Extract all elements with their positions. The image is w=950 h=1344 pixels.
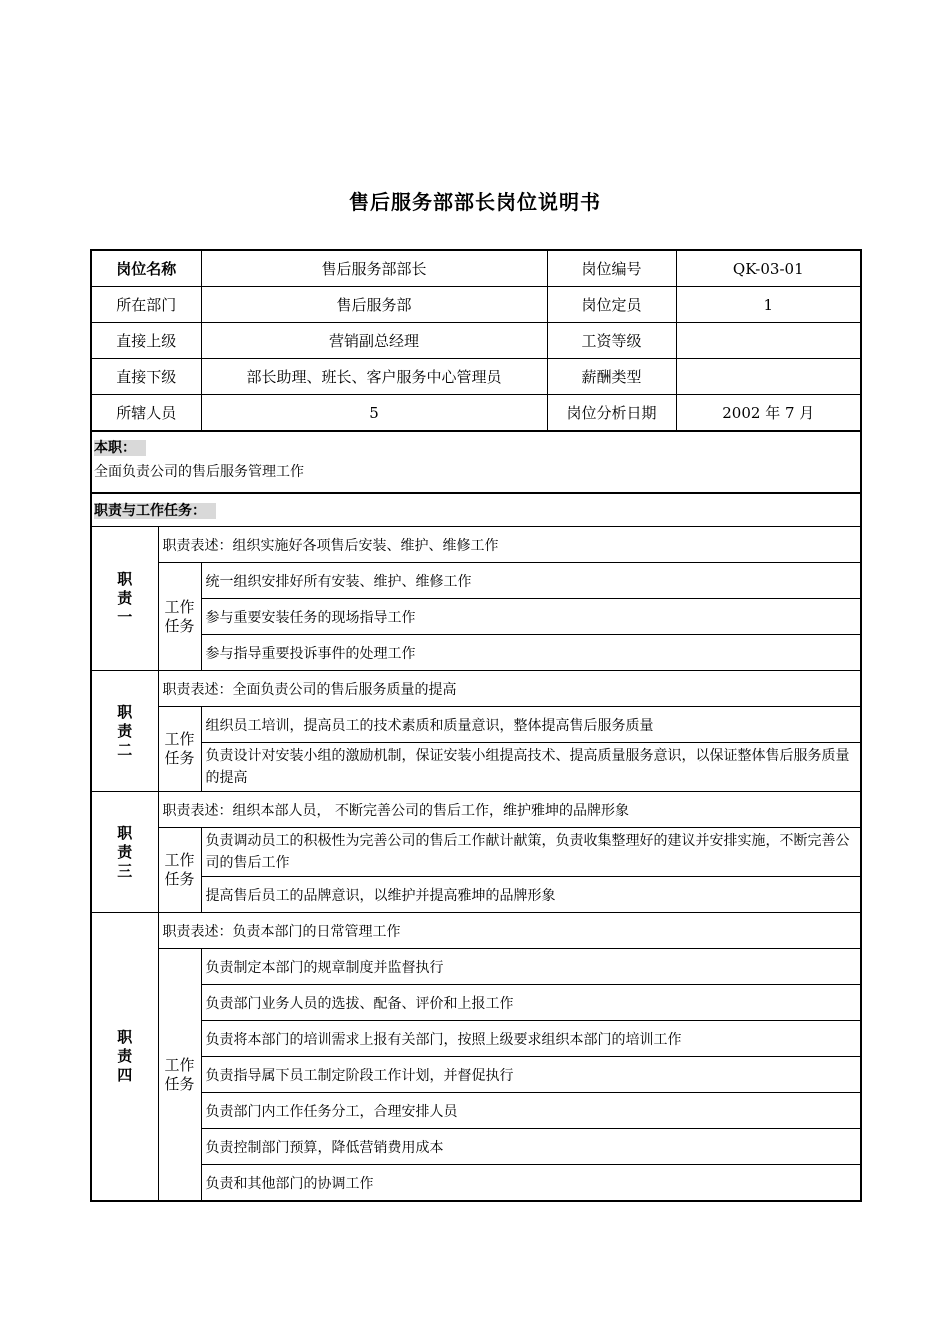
dept-value: 售后服务部 <box>201 287 547 323</box>
superior-label: 直接上级 <box>91 323 201 359</box>
duty-4-task-2: 负责部门业务人员的选拔、配备、评价和上报工作 <box>201 985 861 1021</box>
headcount-label: 岗位定员 <box>547 287 676 323</box>
subordinate-value: 部长助理、班长、客户服务中心管理员 <box>201 359 547 395</box>
role-section <box>91 431 861 493</box>
duty-4-label: 职责四 <box>91 913 158 1202</box>
duty-2-label: 职责二 <box>91 671 158 792</box>
staff-label: 所辖人员 <box>91 395 201 432</box>
duty-1-task-row <box>91 599 861 635</box>
pay-type-label: 薪酬类型 <box>547 359 676 395</box>
analysis-date-label: 岗位分析日期 <box>547 395 676 432</box>
duty-2-task-row <box>91 743 861 792</box>
page-title: 售后服务部部长岗位说明书 <box>349 190 601 214</box>
duty-3-task-1: 负责调动员工的积极性为完善公司的售后工作献计献策，负责收集整理好的建议并安排实施，不断完善公司的售后工作 <box>201 828 861 877</box>
duty-4-task-3: 负责将本部门的培训需求上报有关部门，按照上级要求组织本部门的培训工作 <box>201 1021 861 1057</box>
info-row-position <box>91 250 861 287</box>
duty-2-task-row <box>91 707 861 743</box>
duty-4-task-1: 负责制定本部门的规章制度并监督执行 <box>201 949 861 985</box>
duty-1-statement-row <box>91 527 861 563</box>
duty-1-task-3: 参与指导重要投诉事件的处理工作 <box>201 635 861 671</box>
pay-type-value <box>676 359 861 395</box>
duty-4-task-row <box>91 985 861 1021</box>
duty-3-statement-row <box>91 792 861 828</box>
duty-3-statement: 职责表述：组织本部人员， 不断完善公司的售后工作，维护雅坤的品牌形象 <box>158 792 861 828</box>
position-name-value: 售后服务部部长 <box>201 250 547 287</box>
duty-1-task-1: 统一组织安排好所有安装、维护、维修工作 <box>201 563 861 599</box>
subordinate-label: 直接下级 <box>91 359 201 395</box>
job-description-table <box>90 249 862 1202</box>
duty-3-label: 职责三 <box>91 792 158 913</box>
position-name-label: 岗位名称 <box>91 250 201 287</box>
duty-4-task-row <box>91 1021 861 1057</box>
duty-4-task-7: 负责和其他部门的协调工作 <box>201 1165 861 1202</box>
duty-4-task-6: 负责控制部门预算，降低营销费用成本 <box>201 1129 861 1165</box>
duty-4-task-4: 负责指导属下员工制定阶段工作计划，并督促执行 <box>201 1057 861 1093</box>
superior-value: 营销副总经理 <box>201 323 547 359</box>
position-no-label: 岗位编号 <box>547 250 676 287</box>
duty-4-statement: 职责表述：负责本部门的日常管理工作 <box>158 913 861 949</box>
duty-3-task-label: 工作任务 <box>158 828 201 913</box>
dept-label: 所在部门 <box>91 287 201 323</box>
duty-4-task-row <box>91 1129 861 1165</box>
role-text: 全面负责公司的售后服务管理工作 <box>94 464 304 480</box>
duty-1-task-row <box>91 635 861 671</box>
duty-4-statement-row <box>91 913 861 949</box>
duty-1-statement: 职责表述：组织实施好各项售后安装、维护、维修工作 <box>158 527 861 563</box>
duty-3-task-row <box>91 877 861 913</box>
role-heading: 本职： <box>94 440 146 456</box>
headcount-value: 1 <box>676 287 861 323</box>
info-row-dept <box>91 287 861 323</box>
info-row-staff <box>91 395 861 432</box>
duty-4-task-row <box>91 949 861 985</box>
duty-4-task-row <box>91 1165 861 1202</box>
duty-3-task-row <box>91 828 861 877</box>
duty-2-task-1: 组织员工培训，提高员工的技术素质和质量意识，整体提高售后服务质量 <box>201 707 861 743</box>
duty-2-statement-row <box>91 671 861 707</box>
duty-2-task-label: 工作任务 <box>158 707 201 792</box>
info-row-subordinate <box>91 359 861 395</box>
info-row-superior <box>91 323 861 359</box>
duty-1-task-row <box>91 563 861 599</box>
duty-4-task-row <box>91 1093 861 1129</box>
duty-3-task-2: 提高售后员工的品牌意识，以维护并提高雅坤的品牌形象 <box>201 877 861 913</box>
duties-heading-row <box>91 493 861 527</box>
duty-2-task-2: 负责设计对安装小组的激励机制，保证安装小组提高技术、提高质量服务意识，以保证整体售后服务质量的提高 <box>201 743 861 792</box>
analysis-date-value: 2002 年 7 月 <box>676 395 861 432</box>
duty-1-task-label: 工作任务 <box>158 563 201 671</box>
position-no-value: QK-03-01 <box>676 250 861 287</box>
staff-value: 5 <box>201 395 547 432</box>
duty-1-label: 职责一 <box>91 527 158 671</box>
duty-1-task-2: 参与重要安装任务的现场指导工作 <box>201 599 861 635</box>
wage-grade-value <box>676 323 861 359</box>
duties-heading: 职责与工作任务： <box>94 503 216 519</box>
duty-4-task-label: 工作任务 <box>158 949 201 1202</box>
duty-2-statement: 职责表述：全面负责公司的售后服务质量的提高 <box>158 671 861 707</box>
duty-4-task-row <box>91 1057 861 1093</box>
duty-4-task-5: 负责部门内工作任务分工，合理安排人员 <box>201 1093 861 1129</box>
wage-grade-label: 工资等级 <box>547 323 676 359</box>
